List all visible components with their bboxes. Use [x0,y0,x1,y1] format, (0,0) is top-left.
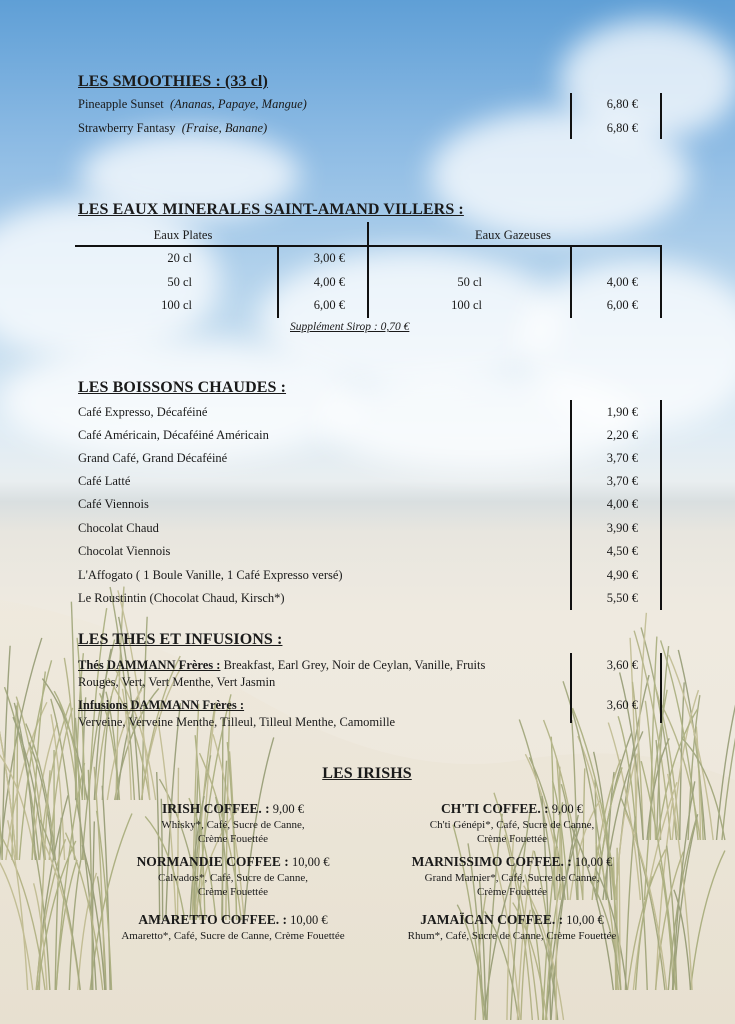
menu-item: Café Viennois [78,497,149,511]
menu-item: Café Américain, Décaféiné Américain [78,428,269,442]
irish-description: Rhum*, Café, Sucre de Canne, Crème Fouettée [407,930,617,942]
irishs-heading: LES IRISHS [322,765,412,782]
irish-price: 10,00 € [288,855,330,869]
irish-name: NORMANDIE COFFEE : [136,854,289,869]
irish-coffee-item [342,911,682,943]
infusions-dammann: Infusions DAMMANN Frères : [78,698,245,712]
water-price: 6,00 € [313,298,345,312]
irish-coffee-item [342,800,682,846]
price: 4,00 € [606,497,638,511]
thes-dammann-line2: Rouges, Vert, Vert Menthe, Vert Jasmin [78,675,276,689]
price: 5,50 € [606,591,638,605]
supplement-sirop: Supplément Sirop : 0,70 € [290,321,410,333]
irish-price: 9,00 € [548,802,583,816]
price: 6,80 € [606,121,638,135]
irish-description: Ch'ti Génépi*, Café, Sucre de Canne, [429,819,595,831]
irish-name: AMARETTO COFFEE. : [138,912,287,927]
irish-description: Grand Marnier*, Café, Sucre de Canne, [424,872,600,884]
water-size: 20 cl [167,251,192,265]
boissons-chaudes-heading: LES BOISSONS CHAUDES : [78,379,287,396]
irish-description: Amaretto*, Café, Sucre de Canne, Crème Fouettée [121,930,345,942]
price: 3,90 € [606,521,638,535]
menu-item: Chocolat Viennois [78,544,171,558]
water-size: 50 cl [167,275,192,289]
infusions-dammann-line2: Verveine, Verveine Menthe, Tilleul, Tilleul Menthe, Camomille [78,715,396,729]
price: 1,90 € [606,405,638,419]
water-price: 4,00 € [606,275,638,289]
column-eaux-gazeuses: Eaux Gazeuses [474,228,551,242]
price: 2,20 € [606,428,638,442]
irish-description: Crème Fouettée [198,886,268,898]
irish-price: 10,00 € [287,913,328,927]
irish-description: Whisky*, Café, Sucre de Canne, [161,819,305,831]
price: 3,60 € [606,698,638,712]
price: 3,70 € [606,451,638,465]
thes-dammann: Thés DAMMANN Frères : Breakfast, Earl Grey, Noir de Ceylan, Vanille, Fruits [78,658,486,672]
water-size: 50 cl [457,275,482,289]
menu-item-pineapple-sunset: Pineapple Sunset (Ananas, Papaye, Mangue) [78,97,307,111]
irish-price: 10,00 € [563,913,604,927]
irish-description: Crème Fouettée [198,833,268,845]
irish-coffee-item [342,853,682,899]
menu-item: L'Affogato ( 1 Boule Vanille, 1 Café Expresso versé) [78,568,343,582]
price: 6,80 € [606,97,638,111]
irish-name: JAMAÏCAN COFFEE. : [420,912,564,927]
irish-name: CH'TI COFFEE. : [440,801,549,816]
menu-item: Le Roustintin (Chocolat Chaud, Kirsch*) [78,591,285,605]
water-price: 6,00 € [606,298,638,312]
irish-name: MARNISSIMO COFFEE. : [411,854,572,869]
irish-name: IRISH COFFEE. : [161,801,270,816]
water-price: 4,00 € [313,275,345,289]
water-size: 100 cl [451,298,482,312]
price: 3,70 € [606,474,638,488]
column-eaux-plates: Eaux Plates [153,228,213,242]
menu-item-strawberry-fantasy: Strawberry Fantasy (Fraise, Banane) [78,121,268,135]
price: 4,50 € [606,544,638,558]
price: 4,90 € [606,568,638,582]
menu-item: Café Expresso, Décaféiné [78,405,208,419]
irish-description: Crème Fouettée [477,833,547,845]
menu-item: Chocolat Chaud [78,521,159,535]
irish-price: 9,00 € [269,802,304,816]
thes-heading: LES THES ET INFUSIONS : [78,631,283,648]
irish-price: 10,00 € [571,855,613,869]
irish-description: Crème Fouettée [477,886,547,898]
eaux-heading: LES EAUX MINERALES SAINT-AMAND VILLERS : [78,201,464,218]
menu-item: Grand Café, Grand Décaféiné [78,451,228,465]
menu-item: Café Latté [78,474,131,488]
water-price: 3,00 € [313,251,345,265]
irish-description: Calvados*, Café, Sucre de Canne, [158,872,308,884]
price: 3,60 € [606,658,638,672]
smoothies-heading: LES SMOOTHIES : (33 cl) [78,73,268,90]
water-size: 100 cl [161,298,192,312]
